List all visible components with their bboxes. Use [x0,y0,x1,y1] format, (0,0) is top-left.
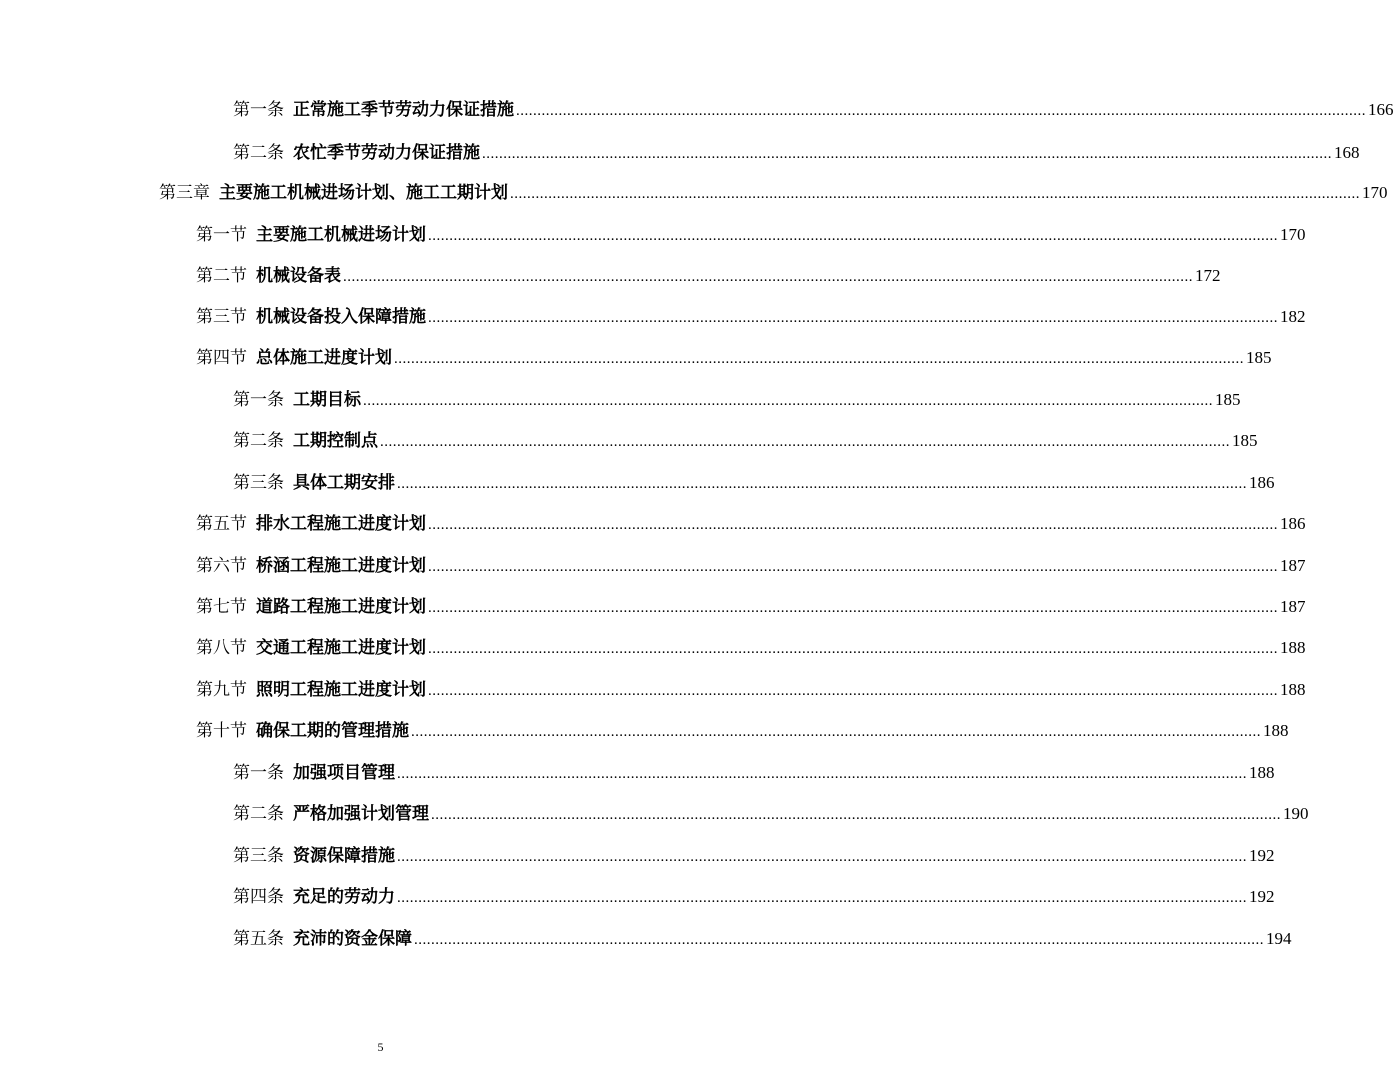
toc-entry-title: 确保工期的管理措施 [256,721,409,741]
toc-dot-leader: ........................................................................................................................................................................................................ [516,103,1366,119]
toc-entry[interactable] [196,511,1306,537]
toc-entry-page: 172 [1195,266,1221,285]
toc-entry-number: 第二节 [196,266,247,286]
toc-entry[interactable] [196,222,1306,248]
toc-entry-title: 机械设备投入保障措施 [256,307,426,327]
toc-entry[interactable] [233,801,1309,827]
toc-entry-page: 168 [1334,143,1360,162]
toc-entry-page: 192 [1249,846,1275,865]
toc-entry[interactable] [196,677,1306,703]
toc-entry[interactable] [159,180,1388,206]
toc-dot-leader: ........................................................................................................................................................................................................ [394,351,1244,367]
toc-entry-title: 工期目标 [293,390,361,410]
toc-entry-number: 第三条 [233,473,284,493]
toc-entry-number: 第十节 [196,721,247,741]
toc-entry-title: 严格加强计划管理 [293,804,429,824]
toc-entry[interactable] [233,428,1258,454]
toc-entry-title: 主要施工机械进场计划 [256,225,426,245]
toc-entry[interactable] [233,97,1394,123]
toc-entry-page: 188 [1280,638,1306,657]
toc-dot-leader: ........................................................................................................................................................................................................ [428,310,1278,326]
toc-entry-number: 第二条 [233,143,284,163]
toc-dot-leader: ........................................................................................................................................................................................................ [428,517,1278,533]
toc-dot-leader: ........................................................................................................................................................................................................ [397,476,1247,492]
toc-entry-title: 充足的劳动力 [293,887,395,907]
toc-entry[interactable] [233,387,1241,413]
toc-dot-leader: ........................................................................................................................................................................................................ [428,559,1278,575]
toc-entry-title: 主要施工机械进场计划、施工工期计划 [219,183,508,203]
toc-entry-number: 第一条 [233,390,284,410]
toc-dot-leader: ........................................................................................................................................................................................................ [397,890,1247,906]
toc-dot-leader: ........................................................................................................................................................................................................ [411,724,1261,740]
toc-entry[interactable] [233,843,1275,869]
toc-dot-leader: ........................................................................................................................................................................................................ [414,932,1264,948]
toc-entry[interactable] [233,926,1292,952]
toc-entry-page: 190 [1283,804,1309,823]
toc-entry-number: 第九节 [196,680,247,700]
toc-dot-leader: ........................................................................................................................................................................................................ [428,600,1278,616]
toc-entry-number: 第六节 [196,556,247,576]
toc-entry-page: 186 [1249,473,1275,492]
toc-entry[interactable] [196,594,1306,620]
toc-entry-number: 第七节 [196,597,247,617]
toc-dot-leader: ........................................................................................................................................................................................................ [343,269,1193,285]
toc-entry-page: 187 [1280,556,1306,575]
toc-dot-leader: ........................................................................................................................................................................................................ [428,683,1278,699]
toc-entry-page: 185 [1232,431,1258,450]
toc-entry-page: 192 [1249,887,1275,906]
toc-entry-page: 186 [1280,514,1306,533]
toc-entry[interactable] [233,140,1360,166]
toc-entry[interactable] [196,553,1306,579]
toc-entry[interactable] [196,635,1306,661]
toc-entry-number: 第五节 [196,514,247,534]
toc-entry-page: 185 [1246,348,1272,367]
toc-entry-page: 188 [1280,680,1306,699]
toc-dot-leader: ........................................................................................................................................................................................................ [510,186,1360,202]
toc-entry-number: 第三节 [196,307,247,327]
toc-entry-title: 机械设备表 [256,266,341,286]
toc-entry-page: 188 [1263,721,1289,740]
toc-dot-leader: ........................................................................................................................................................................................................ [431,807,1281,823]
page-number: 5 [377,1040,384,1054]
toc-entry-page: 187 [1280,597,1306,616]
toc-dot-leader: ........................................................................................................................................................................................................ [363,393,1213,409]
toc-entry-title: 正常施工季节劳动力保证措施 [293,100,514,120]
toc-entry-number: 第一节 [196,225,247,245]
toc-entry-title: 交通工程施工进度计划 [256,638,426,658]
toc-entry-title: 桥涵工程施工进度计划 [256,556,426,576]
toc-entry-number: 第四节 [196,348,247,368]
toc-entry-number: 第一条 [233,100,284,120]
toc-dot-leader: ........................................................................................................................................................................................................ [428,641,1278,657]
toc-entry-page: 188 [1249,763,1275,782]
toc-entry-title: 排水工程施工进度计划 [256,514,426,534]
toc-entry-title: 充沛的资金保障 [293,929,412,949]
toc-dot-leader: ........................................................................................................................................................................................................ [397,766,1247,782]
toc-entry-number: 第二条 [233,431,284,451]
toc-entry-title: 具体工期安排 [293,473,395,493]
toc-entry-page: 170 [1280,225,1306,244]
toc-entry-title: 总体施工进度计划 [256,348,392,368]
toc-entry-page: 182 [1280,307,1306,326]
toc-entry-page: 170 [1362,183,1388,202]
toc-entry[interactable] [196,345,1272,371]
toc-entry-number: 第三章 [159,183,210,203]
toc-entry-number: 第一条 [233,763,284,783]
toc-entry-title: 资源保障措施 [293,846,395,866]
toc-entry-page: 166 [1368,100,1394,119]
toc-entry[interactable] [233,760,1275,786]
toc-entry[interactable] [196,304,1306,330]
toc-entry-title: 农忙季节劳动力保证措施 [293,143,480,163]
toc-entry[interactable] [233,470,1275,496]
toc-entry-page: 185 [1215,390,1241,409]
toc-dot-leader: ........................................................................................................................................................................................................ [397,849,1247,865]
toc-dot-leader: ........................................................................................................................................................................................................ [482,146,1332,162]
toc-entry-number: 第四条 [233,887,284,907]
toc-entry[interactable] [233,884,1275,910]
toc-entry-number: 第二条 [233,804,284,824]
toc-entry-title: 道路工程施工进度计划 [256,597,426,617]
toc-entry-page: 194 [1266,929,1292,948]
toc-entry-title: 加强项目管理 [293,763,395,783]
toc-entry-title: 工期控制点 [293,431,378,451]
toc-entry[interactable] [196,263,1221,289]
toc-dot-leader: ........................................................................................................................................................................................................ [428,228,1278,244]
toc-entry-number: 第八节 [196,638,247,658]
toc-dot-leader: ........................................................................................................................................................................................................ [380,434,1230,450]
toc-entry[interactable] [196,718,1289,744]
toc-entry-number: 第五条 [233,929,284,949]
toc-entry-number: 第三条 [233,846,284,866]
toc-entry-title: 照明工程施工进度计划 [256,680,426,700]
